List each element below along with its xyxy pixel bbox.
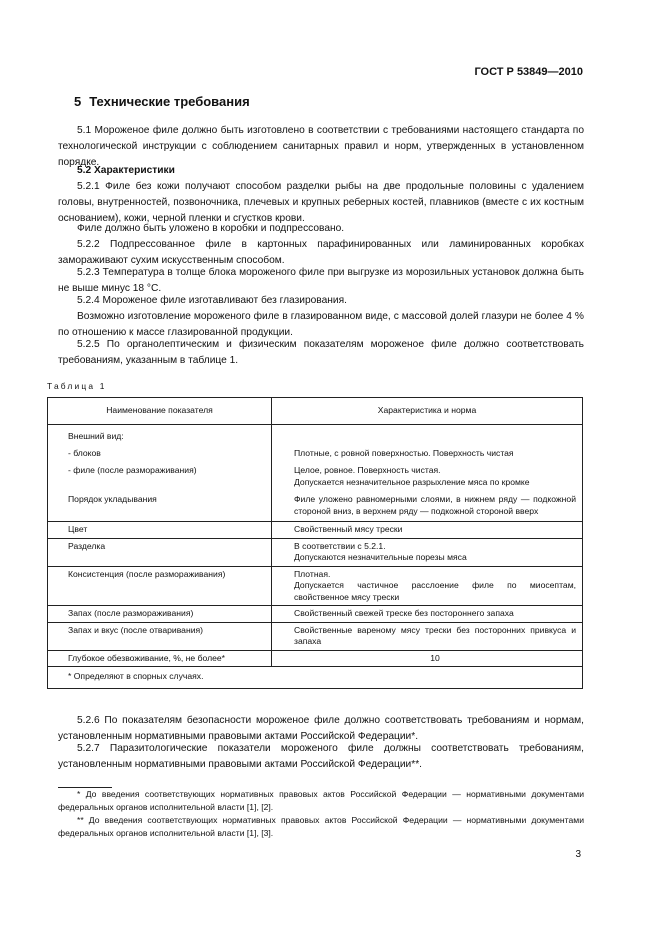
- table-row: [48, 425, 583, 522]
- appearance-label: Внешний вид:: [68, 431, 124, 441]
- table-footnote-row: [48, 667, 583, 689]
- smell-taste-value: Свойственные вареному мясу трески без посторонних привкуса и запаха: [272, 622, 583, 650]
- paragraph-5-2-2: 5.2.2 Подпрессованное филе в картонных парафинированных или ламинированных коробках замораживают сухим искусственным способом.: [58, 239, 584, 266]
- table-row: [48, 622, 583, 650]
- color-value: Свойственный мясу трески: [272, 522, 583, 539]
- standard-code-header: ГОСТ Р 53849—2010: [474, 66, 583, 78]
- table-header-row: [48, 398, 583, 425]
- blocks-value: Плотные, с ровной поверхностью. Поверхность чистая: [294, 448, 514, 458]
- table-row: [48, 566, 583, 606]
- appearance-labels: [48, 425, 272, 522]
- dehydration-label: Глубокое обезвоживание, %, не более*: [48, 650, 272, 667]
- smell-label: Запах (после размораживания): [48, 606, 272, 623]
- paragraph-5-2-6: 5.2.6 По показателям безопасности мороженое филе должно соответствовать требованиям и нормам, установленным нормативными правовыми актами Российской Федерации*.: [58, 715, 584, 742]
- cutting-value-2: Допускаются незначительные порезы мяса: [294, 552, 467, 562]
- paragraph-5-2-3: 5.2.3 Температура в толще блока мороженого филе при выгрузке из морозильных установок должна быть не выше минус 18 °С.: [58, 267, 584, 294]
- paragraph-5-2-1b: Филе должно быть уложено в коробки и подпрессовано.: [77, 223, 345, 234]
- cutting-label: Разделка: [48, 538, 272, 566]
- fillet-value-1: Целое, ровное. Поверхность чистая.: [294, 465, 441, 475]
- paragraph-5-2-7: 5.2.7 Паразитологические показатели мороженого филе должны соответствовать требованиям, установленным нормативными правовыми актами Российской Федерации**.: [58, 743, 584, 770]
- paragraph-5-2-4: 5.2.4 Мороженое филе изготавливают без глазирования.: [77, 295, 347, 306]
- paragraph-5-2-1: 5.2.1 Филе без кожи получают способом разделки рыбы на две продольные половины с удалением головы, внутренностей, позвоночника, плечевых и крупных реберных костей, плавников (вместе с их костным основанием), кожи, черной пленки и сгустков крови.: [58, 181, 584, 224]
- footnote-1: * До введения соответствующих нормативных правовых актов Российской Федерации — нормативными документами федеральных органов исполнительной власти [1], [2].: [58, 789, 584, 812]
- fillet-label: - филе (после размораживания): [68, 465, 197, 475]
- table-row: [48, 522, 583, 539]
- table-row: [48, 606, 583, 623]
- paragraph-5-2-4b: Возможно изготовление мороженого филе в глазированном виде, с массовой долей глазури не более 4 % по отношению к массе глазированной продукции.: [58, 311, 584, 338]
- packing-value: Филе уложено равномерными слоями, в нижнем ряду — подкожной стороной вниз, в верхнем ряду — подкожной стороной вверх: [294, 494, 576, 516]
- subsection-5-2-title: 5.2 Характеристики: [77, 165, 175, 176]
- table-row: [48, 538, 583, 566]
- section-title: [74, 94, 250, 109]
- fillet-value-2: Допускается незначительное разрыхление мяса по кромке: [294, 476, 530, 487]
- paragraph-5-2-5: 5.2.5 По органолептическим и физическим показателям мороженое филе должно соответствовать требованиям, указанным в таблице 1.: [58, 339, 584, 366]
- cutting-values: [272, 538, 583, 566]
- appearance-values: [272, 425, 583, 522]
- table-footnote: * Определяют в спорных случаях.: [48, 667, 583, 689]
- consistency-values: [272, 566, 583, 606]
- cutting-value-1: В соответствии с 5.2.1.: [294, 540, 386, 551]
- table-header-indicator: Наименование показателя: [48, 398, 272, 425]
- paragraph-5-1: 5.1 Мороженое филе должно быть изготовлено в соответствии с требованиями настоящего стандарта по технологической инструкции с соблюдением санитарных правил и норм, утвержденных в установленном порядке.: [58, 125, 584, 168]
- section-title-text: Технические требования: [89, 94, 250, 109]
- table-header-norm: Характеристика и норма: [272, 398, 583, 425]
- footnote-2: ** До введения соответствующих нормативных правовых актов Российской Федерации — нормативными документами федеральных органов исполнительной власти [1], [3].: [58, 815, 584, 838]
- packing-label: Порядок укладывания: [68, 494, 157, 504]
- smell-value: Свойственный свежей треске без постороннего запаха: [272, 606, 583, 623]
- color-label: Цвет: [48, 522, 272, 539]
- blocks-label: - блоков: [68, 448, 101, 458]
- consistency-value-2: Допускается частичное расслоение филе по миосептам, свойственное мясу трески: [294, 580, 576, 602]
- dehydration-value: 10: [272, 650, 583, 667]
- table-row: [48, 650, 583, 667]
- section-number: 5: [74, 94, 82, 109]
- consistency-label: Консистенция (после размораживания): [48, 566, 272, 606]
- consistency-value-1: Плотная.: [294, 568, 331, 579]
- smell-taste-label: Запах и вкус (после отваривания): [48, 622, 272, 650]
- page-number: 3: [575, 849, 581, 860]
- characteristics-table: [47, 397, 583, 689]
- table-caption: Таблица 1: [47, 381, 107, 391]
